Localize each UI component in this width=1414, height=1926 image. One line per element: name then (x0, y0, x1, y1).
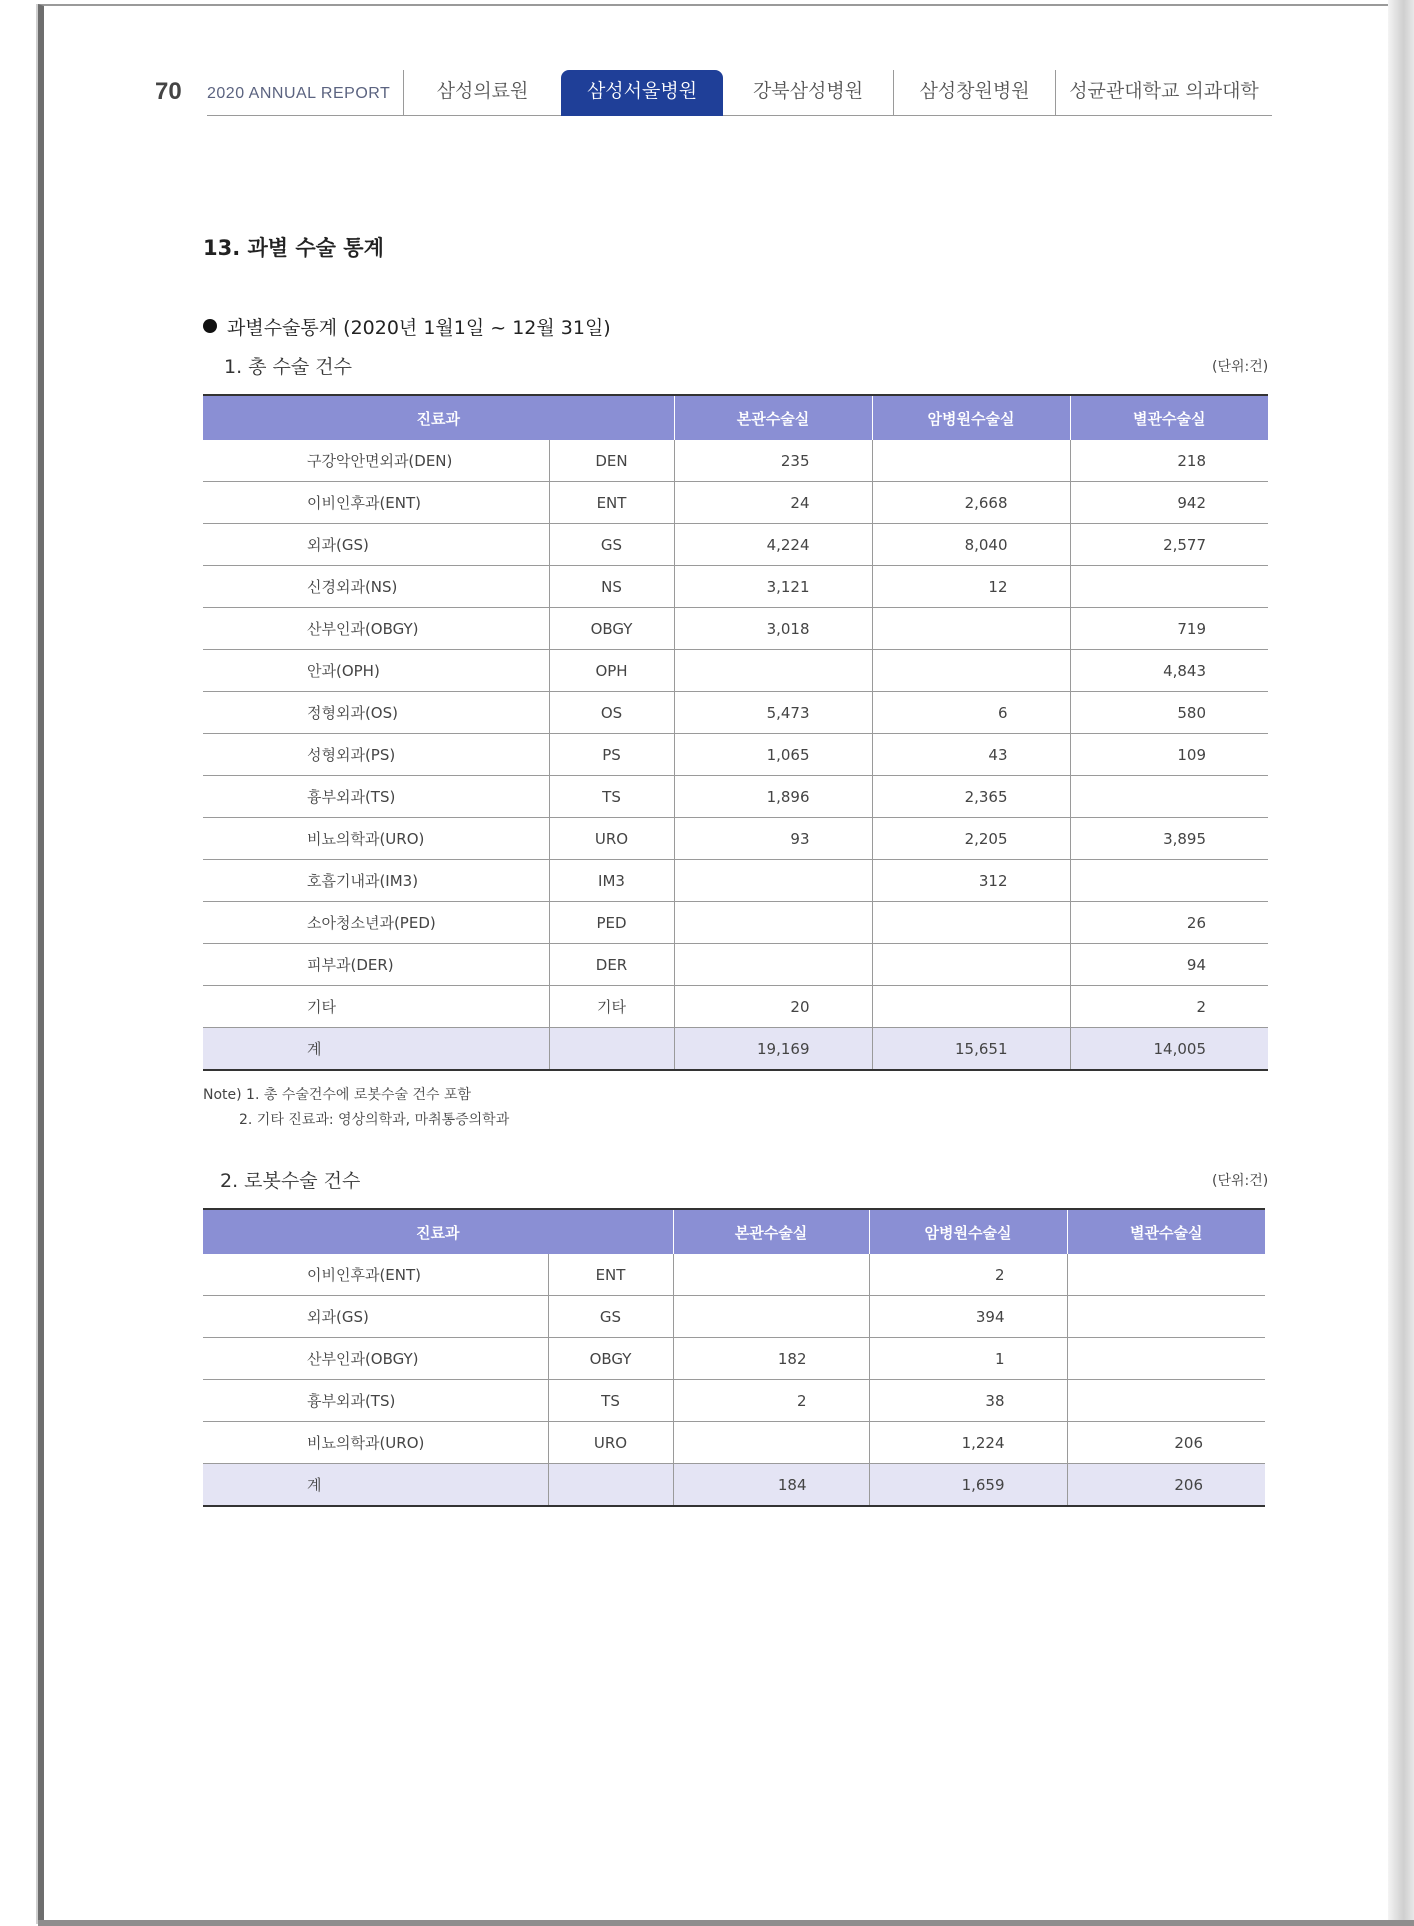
table-row (203, 1296, 1265, 1338)
page-edge-bottom (38, 1920, 1414, 1926)
section-title: 13. 과별 수술 통계 (203, 236, 384, 260)
table-row (203, 860, 1268, 902)
department-name: 흉부외과(TS) (203, 1380, 548, 1422)
department-code: OBGY (548, 1338, 673, 1380)
department-code: ENT (549, 482, 674, 524)
department-name: 계 (203, 1028, 549, 1071)
table-row (203, 1338, 1265, 1380)
table-row (203, 692, 1268, 734)
department-code: OBGY (549, 608, 674, 650)
department-code (549, 1028, 674, 1071)
department-code: URO (549, 818, 674, 860)
cancer-center-or-count: 43 (872, 734, 1070, 776)
main-or-count (674, 860, 872, 902)
table2-title: 2. 로봇수술 건수 (220, 1170, 361, 1192)
main-or-count: 184 (673, 1464, 869, 1507)
page-number: 70 (155, 78, 182, 105)
department-name: 이비인후과(ENT) (203, 482, 549, 524)
main-or-count (673, 1296, 869, 1338)
header-cancer-center-or: 암병원수술실 (872, 395, 1070, 440)
main-or-count: 182 (673, 1338, 869, 1380)
annex-or-count (1070, 776, 1268, 818)
cancer-center-or-count (872, 440, 1070, 482)
department-name: 구강악안면외과(DEN) (203, 440, 549, 482)
department-name: 계 (203, 1464, 548, 1507)
table-row (203, 1380, 1265, 1422)
annex-or-count: 109 (1070, 734, 1268, 776)
department-code: PS (549, 734, 674, 776)
department-name: 신경외과(NS) (203, 566, 549, 608)
table-row (203, 902, 1268, 944)
department-code: DEN (549, 440, 674, 482)
annex-or-count (1067, 1296, 1265, 1338)
header-department: 진료과 (203, 395, 674, 440)
page-edge (1388, 0, 1414, 1926)
header-main-or: 본관수술실 (674, 395, 872, 440)
department-name: 기타 (203, 986, 549, 1028)
department-name: 정형외과(OS) (203, 692, 549, 734)
annex-or-count (1067, 1380, 1265, 1422)
main-or-count: 1,065 (674, 734, 872, 776)
header-cancer-center-or: 암병원수술실 (869, 1209, 1067, 1254)
main-or-count (674, 944, 872, 986)
department-name: 산부인과(OBGY) (203, 1338, 548, 1380)
cancer-center-or-count: 12 (872, 566, 1070, 608)
cancer-center-or-count: 1,224 (869, 1422, 1067, 1464)
department-name: 피부과(DER) (203, 944, 549, 986)
annex-or-count (1067, 1254, 1265, 1296)
cancer-center-or-count: 2,365 (872, 776, 1070, 818)
table-row (203, 566, 1268, 608)
note-line: Note) 1. 총 수술건수에 로봇수술 건수 포함 (203, 1087, 471, 1103)
report-header (155, 70, 1272, 116)
annex-or-count (1067, 1338, 1265, 1380)
table1-unit: (단위:건) (1212, 359, 1269, 375)
department-name: 호흡기내과(IM3) (203, 860, 549, 902)
annex-or-count: 942 (1070, 482, 1268, 524)
total-row (203, 1464, 1265, 1507)
main-or-count (674, 902, 872, 944)
header-main-or: 본관수술실 (673, 1209, 869, 1254)
department-code: NS (549, 566, 674, 608)
main-or-count: 19,169 (674, 1028, 872, 1071)
main-or-count: 93 (674, 818, 872, 860)
annex-or-count: 2 (1070, 986, 1268, 1028)
department-name: 안과(OPH) (203, 650, 549, 692)
tab-samsung-medical-center[interactable]: 삼성의료원 (403, 70, 561, 116)
cancer-center-or-count (872, 650, 1070, 692)
department-code: TS (549, 776, 674, 818)
cancer-center-or-count: 312 (872, 860, 1070, 902)
department-code: IM3 (549, 860, 674, 902)
table-row (203, 440, 1268, 482)
annex-or-count: 3,895 (1070, 818, 1268, 860)
department-name: 산부인과(OBGY) (203, 608, 549, 650)
annex-or-count: 719 (1070, 608, 1268, 650)
table1-title: 1. 총 수술 건수 (224, 356, 353, 378)
annex-or-count: 206 (1067, 1422, 1265, 1464)
department-code: 기타 (549, 986, 674, 1028)
cancer-center-or-count: 1 (869, 1338, 1067, 1380)
cancer-center-or-count (872, 944, 1070, 986)
annex-or-count: 94 (1070, 944, 1268, 986)
main-or-count (674, 650, 872, 692)
table-header-row (203, 395, 1268, 440)
cancer-center-or-count (872, 608, 1070, 650)
main-or-count: 20 (674, 986, 872, 1028)
table-row (203, 944, 1268, 986)
department-code (548, 1464, 673, 1507)
cancer-center-or-count: 6 (872, 692, 1070, 734)
total-row (203, 1028, 1268, 1071)
tab-skku-medical-school[interactable]: 성균관대학교 의과대학 (1055, 70, 1272, 116)
cancer-center-or-count: 394 (869, 1296, 1067, 1338)
department-code: GS (548, 1296, 673, 1338)
department-code: DER (549, 944, 674, 986)
bullet-heading (203, 313, 611, 340)
tab-samsung-seoul-hospital[interactable]: 삼성서울병원 (561, 70, 723, 116)
main-or-count: 235 (674, 440, 872, 482)
department-name: 외과(GS) (203, 1296, 548, 1338)
robot-surgery-table (203, 1208, 1265, 1507)
table-row (203, 1422, 1265, 1464)
cancer-center-or-count: 15,651 (872, 1028, 1070, 1071)
department-name: 비뇨의학과(URO) (203, 818, 549, 860)
main-or-count: 1,896 (674, 776, 872, 818)
main-or-count: 5,473 (674, 692, 872, 734)
department-name: 이비인후과(ENT) (203, 1254, 548, 1296)
department-code: PED (549, 902, 674, 944)
main-or-count: 24 (674, 482, 872, 524)
table-row (203, 986, 1268, 1028)
hospital-tabs (403, 70, 1272, 116)
cancer-center-or-count: 8,040 (872, 524, 1070, 566)
department-code: OS (549, 692, 674, 734)
annex-or-count: 14,005 (1070, 1028, 1268, 1071)
surgery-count-table (203, 394, 1268, 1071)
cancer-center-or-count: 2 (869, 1254, 1067, 1296)
annex-or-count: 206 (1067, 1464, 1265, 1507)
cancer-center-or-count: 1,659 (869, 1464, 1067, 1507)
table-notes (203, 1083, 509, 1133)
department-code: URO (548, 1422, 673, 1464)
note-line: 2. 기타 진료과: 영상의학과, 마취통증의학과 (239, 1112, 510, 1128)
table-row (203, 818, 1268, 860)
department-code: TS (548, 1380, 673, 1422)
report-title: 2020 ANNUAL REPORT (207, 85, 391, 102)
tab-samsung-changwon-hospital[interactable]: 삼성창원병원 (893, 70, 1055, 116)
annex-or-count: 218 (1070, 440, 1268, 482)
table-header-row (203, 1209, 1265, 1254)
department-code: GS (549, 524, 674, 566)
bullet-icon (203, 319, 217, 333)
table-row (203, 1254, 1265, 1296)
department-name: 흉부외과(TS) (203, 776, 549, 818)
table-row (203, 734, 1268, 776)
annex-or-count (1070, 860, 1268, 902)
annex-or-count: 580 (1070, 692, 1268, 734)
department-name: 소아청소년과(PED) (203, 902, 549, 944)
header-annex-or: 별관수술실 (1070, 395, 1268, 440)
cancer-center-or-count: 2,668 (872, 482, 1070, 524)
cancer-center-or-count: 2,205 (872, 818, 1070, 860)
table-row (203, 482, 1268, 524)
annex-or-count: 4,843 (1070, 650, 1268, 692)
main-or-count: 2 (673, 1380, 869, 1422)
department-name: 비뇨의학과(URO) (203, 1422, 548, 1464)
main-or-count (673, 1254, 869, 1296)
cancer-center-or-count (872, 986, 1070, 1028)
department-name: 외과(GS) (203, 524, 549, 566)
cancer-center-or-count (872, 902, 1070, 944)
annex-or-count: 2,577 (1070, 524, 1268, 566)
main-or-count (673, 1422, 869, 1464)
department-name: 성형외과(PS) (203, 734, 549, 776)
annex-or-count: 26 (1070, 902, 1268, 944)
main-or-count: 3,018 (674, 608, 872, 650)
main-or-count: 3,121 (674, 566, 872, 608)
department-code: ENT (548, 1254, 673, 1296)
annex-or-count (1070, 566, 1268, 608)
header-department: 진료과 (203, 1209, 673, 1254)
tab-kangbuk-samsung-hospital[interactable]: 강북삼성병원 (752, 80, 864, 102)
table-row (203, 776, 1268, 818)
department-code: OPH (549, 650, 674, 692)
table-row (203, 524, 1268, 566)
main-or-count: 4,224 (674, 524, 872, 566)
cancer-center-or-count: 38 (869, 1380, 1067, 1422)
bullet-heading-text: 과별수술통계 (2020년 1월1일 ~ 12월 31일) (227, 317, 611, 339)
header-annex-or: 별관수술실 (1067, 1209, 1265, 1254)
table-row (203, 650, 1268, 692)
table2-unit: (단위:건) (1212, 1173, 1269, 1189)
table-row (203, 608, 1268, 650)
